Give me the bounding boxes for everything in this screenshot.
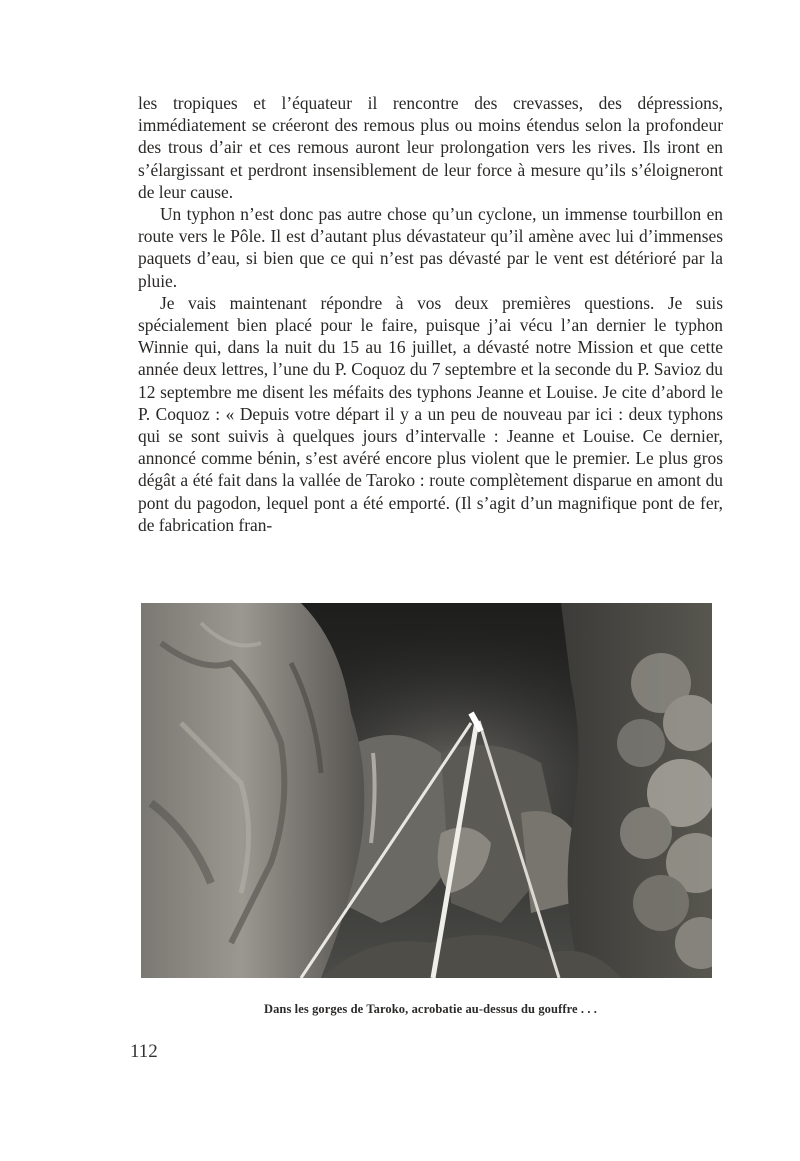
paragraph-3: Je vais maintenant répondre à vos deux premières questions. Je suis spécialement bien placé pour le faire, puisque j’ai vécu l’an dernier le typhon Winnie qui, dans la nuit du 15 au 16 juillet, a dévasté notre Mission et que cette année deux lettres, l’une du P. Coquoz du 7 septembre et la seconde du P. Savioz du 12 septembre me disent les méfaits des typhons Jeanne et Louise. Je cite d’abord le P. Coquoz : « Depuis votre départ il y a un peu de nouveau par ici : deux typhons qui se sont suivis à quelques jours d’intervalle : Jeanne et Louise. Ce dernier, annoncé comme bénin, s’est avéré encore plus violent que le premier. Le plus gros dégât a été fait dans la vallée de Taroko : route complètement disparue en amont du pont du pagodon, lequel pont a été emporté. (Il s’agit d’un magnifique pont de fer, de fabrication fran- [138, 292, 723, 535]
body-text [138, 92, 723, 536]
paragraph-1: les tropiques et l’équateur il rencontre des crevasses, des dépressions, immédiatement se créeront des remous plus ou moins étendus selon la profondeur des trous d’air et ces remous auront leur prolongation vers les rives. Ils iront en s’élargissant et perdront insensiblement de leur force à mesure qu’ils s’éloigneront de leur cause. [138, 93, 723, 202]
photo-caption: Dans les gorges de Taroko, acrobatie au-dessus du gouffre . . . [263, 1002, 598, 1016]
gorge-photo-illustration [141, 603, 712, 978]
paragraph-2: Un typhon n’est donc pas autre chose qu’un cyclone, un immense tourbillon en route vers le Pôle. Il est d’autant plus dévastateur qu’il amène avec lui d’immenses paquets d’eau, si bien que ce qui n’est pas dévasté par le vent est détérioré par la pluie. [138, 204, 723, 291]
page-number: 112 [130, 1041, 158, 1062]
gorge-photo [141, 603, 712, 978]
